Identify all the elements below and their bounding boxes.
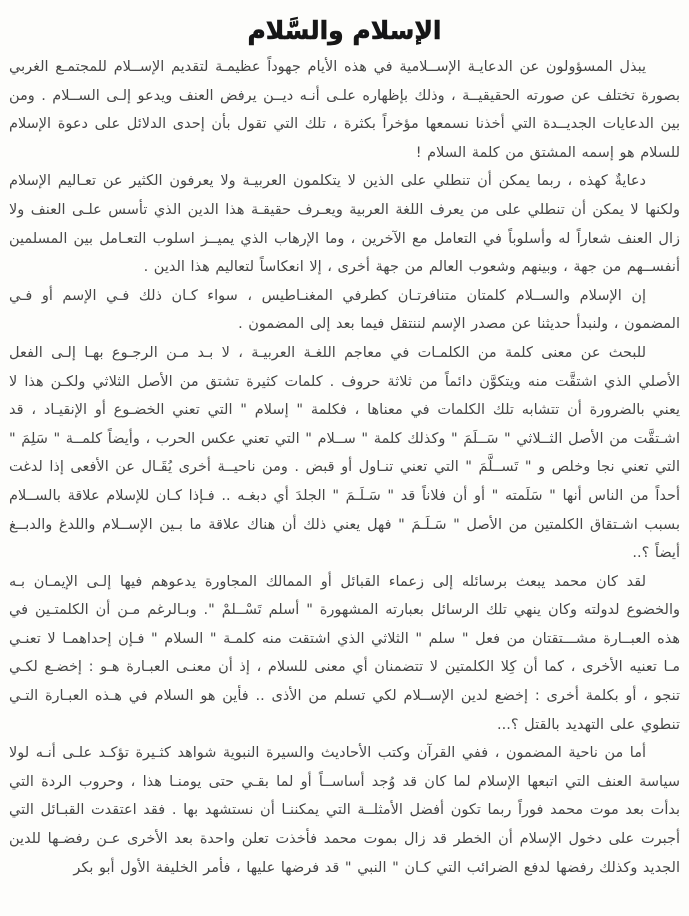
paragraph: أما من ناحية المضمون ، ففي القرآن وكتب الأحاديث والسيرة النبوية شواهد كثـيرة تؤكـد علـى أنـه لولا سياسة العنف التي اتبعها الإسلام لما كان قد وُجد أساســاً أو لما بقـي حتى يومنـا هذا ، وحروب الردة التي بدأت بعد موت محمد فوراً ربما تكون أفضل الأمثلــة التي يمكننـا أن نستشهد بها . فقد اعتقدت القبـائل التي أجبرت على دخول الإسلام أن الخطر قد زال بموت محمد فأخذت تعلن واحدة بعد الأخرى عـن رفضـها للدين الجديد وكذلك رفضها لدفع الضرائب التي كـان " النبي " قد فرضها عليها ، فأمر الخليفة الأول أبو بكر bbox=[9, 745, 680, 876]
paragraph: للبحث عن معنى كلمة من الكلمـات في معاجم اللغـة العربيـة ، لا بـد مـن الرجـوع بهـا إلـى الفعل الأصلي الذي اشتقَّت منه ويتكوَّن دائماً من ثلاثة حروف . كلمات كثيرة تشتق من الأصل الثلاثي ولكـن هذا لا يعني بالضرورة أن تتشابه تلك الكلمات في معناها ، فكلمة " إسلام " التي تعني الخضـوع أو الإنقيـاد ، قد اشـتقَّت من الأصل الثــلاثي " سَــلَمَ " وكذلك كلمة " ســلام " التي تعني عكس الحرب ، وأيضاً كلمــة " سَلِمَ " التي تعني نجا وخلص و " تَســلَّمَ " التي تعني تنـاول أو قبض . ومن ناحيــة أخرى يُقَـال عن الأفعى إذا لدغت أحداً من الناس أنها " سَلَمته " أو أن فلاناً قد " سَـلَـمَ " الجلدَ أي دبغـه .. فـإذا كـان للإسلام علاقة بالســلام بسبب اشـتقاق الكلمتين من الأصل " سَـلَـمَ " فهل يعني ذلك أن هناك علاقة ما بـين الإســلام واللدغ والدبــغ أيضاً ؟.. bbox=[9, 344, 680, 562]
paragraph: يبذل المسؤولون عن الدعايـة الإســلامية في هذه الأيام جهوداً عظيمـة لتقديم الإســلام للمجتمـع الغربي بصورة تختلف عن صورته الحقيقيــة ، وذلك بإظهاره علـى أنـه ديــن يرفض العنف ويدعو إلـى الســلام . ومن بين الدعايات الجديــدة التي أخذنا نسمعها مؤخراً بكثرة ، تلك التي تقول بأن إحدى الدلائل على دعوة الإسلام للسلام هو إسمه المشتق من كلمة السلام ! bbox=[9, 59, 680, 161]
document-body bbox=[9, 53, 680, 882]
document-page bbox=[0, 16, 689, 916]
page-title: الإسلام والسَّلام bbox=[247, 16, 442, 45]
paragraph: إن الإسلام والســلام كلمتان متنافرتـان كطرفي المغنـاطيس ، سواء كـان ذلك فـي الإسم أو فـي المضمون ، ولنبدأ حديثنا عن مصدر الإسم لننتقل فيما بعد إلى المضمون . bbox=[9, 287, 680, 333]
paragraph: دعايةٌ كهذه ، ربما يمكن أن تنطلي على الذين لا يتكلمون العربيـة ولا يعرفون الكثير عن تعـاليم الإسلام ولكنها لا يمكن أن تنطلي على من يعرف اللغة العربية ويعـرف حقيقـة هذا الدين الذي تأسس علـى العنف ولا زال العنف شعاراً له وأسلوباً في التعامل مع الآخرين ، وما الإرهاب الذي يميــز اسلوب التعـامل بين المسلمين أنفســهم من جهة ، وبينهم وشعوب العالم من جهة أخرى ، إلا انعكاساً لتعاليم هذا الدين . bbox=[9, 173, 680, 276]
paragraph: لقد كان محمد يبعث برسائله إلى زعماء القبائل أو الممالك المجاورة يدعوهم فيها إلـى الإيمـان بـه والخضوع لدولته وكان ينهي تلك الرسائل بعبارته المشهورة " أسلم تَسْــلمْ ". وبـالرغم مـن أن الكلمتـين في هذه العبــارة مشـــتقتان من فعل " سلم " الثلاثي الذي اشتقت منه كلمـة " السلام " فـإن إحداهمـا لا تعنـي مـا تعنيه الأخرى ، كما أن كِلا الكلمتين لا تتضمنان أي معنى للسلام ، إذ أن معنـى العبـارة هـو : إخضـع لكـي تنجو ، أو بكلمة أخرى : إخضع لدين الإســلام لكي تسلم من الأذى .. فأين هو السلام في هـذه العبـارة التـي تنطوي على التهديد بالقتل ؟... bbox=[9, 573, 680, 733]
